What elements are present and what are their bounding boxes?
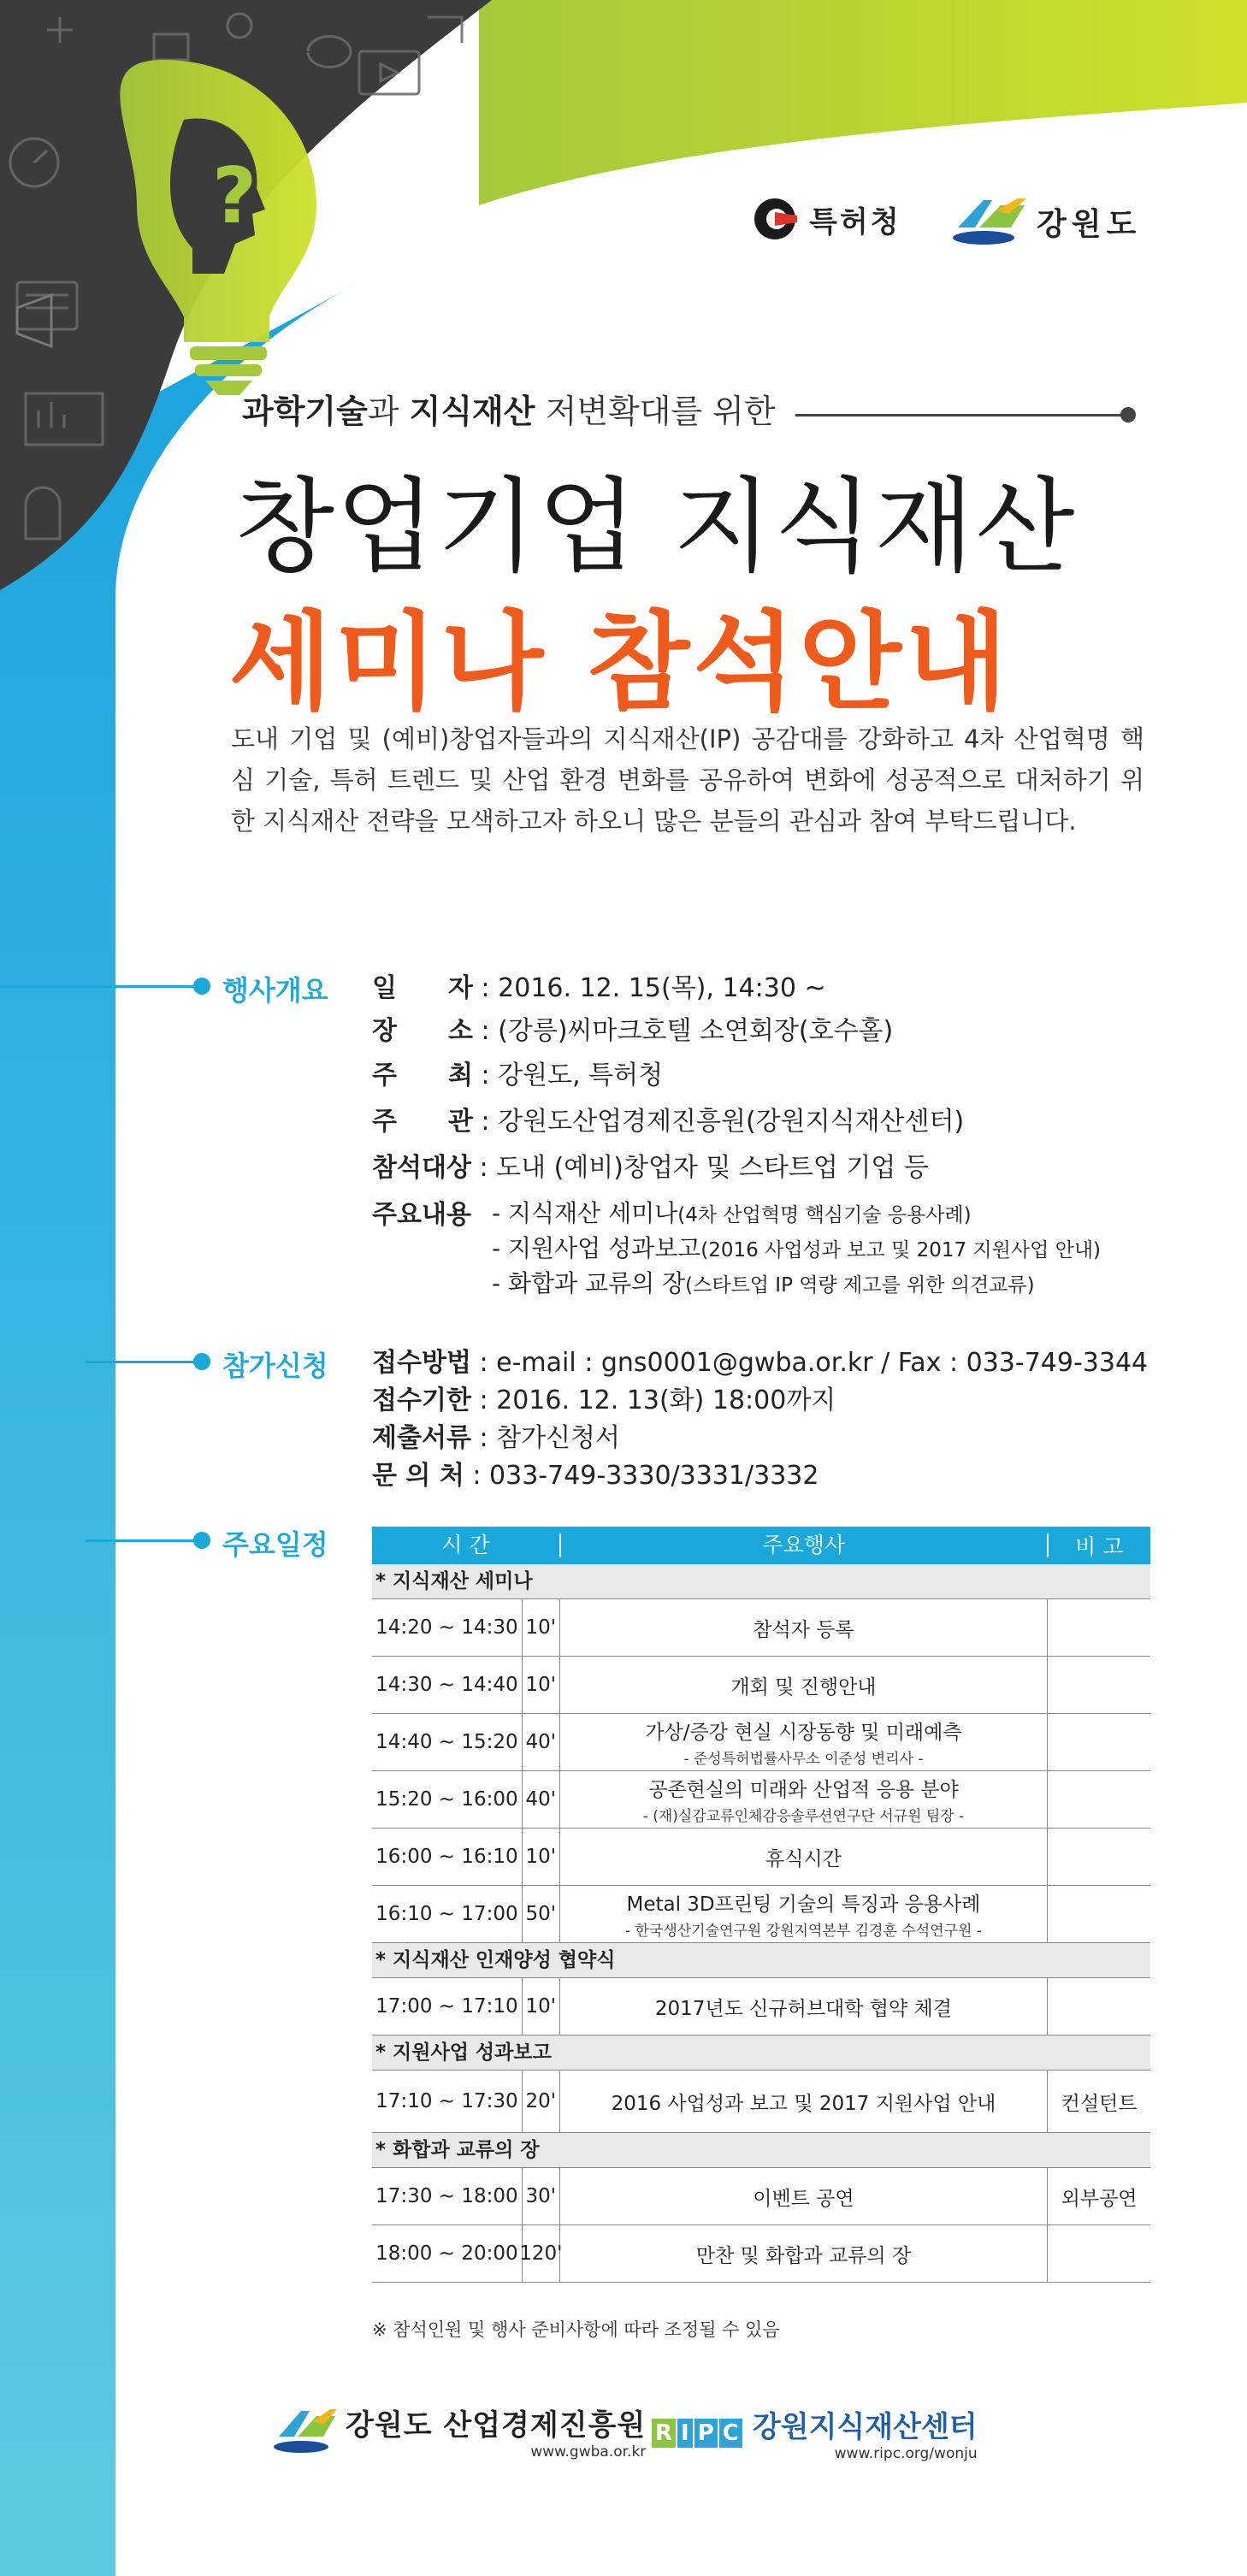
gwba-name: 강원도 산업경제진흥원: [346, 2408, 647, 2443]
ripc-url: www.ripc.org/wonju: [834, 2445, 978, 2462]
apply-contact: 문 의 처 : 033-749-3330/3331/3332: [372, 1454, 819, 1492]
event-title: 이벤트 공연: [753, 2187, 854, 2210]
row-duration: 40': [523, 1771, 560, 1828]
event-title: 참석자 등록: [753, 1618, 854, 1641]
table-row: [372, 1886, 1150, 1943]
row-event: [560, 1657, 1048, 1713]
header-note: 비 고: [1075, 1534, 1124, 1559]
row-note: [1048, 1714, 1150, 1770]
schedule-table: [372, 1527, 1150, 2283]
overview-host: 주 최 : 강원도, 특허청: [372, 1054, 663, 1091]
ripc-letter: C: [719, 2419, 742, 2448]
row-event: [560, 2225, 1048, 2282]
content-main: - 지원사업 성과보고: [492, 1234, 701, 1262]
subtitle-divider: [795, 414, 1129, 417]
row-note: 컨설턴트: [1061, 2092, 1138, 2115]
row-event: [560, 1599, 1048, 1656]
row-time: 14:30 ~ 14:40: [372, 1657, 523, 1713]
apply-documents: 제출서류 : 참가신청서: [372, 1416, 620, 1454]
info-key: 주 최: [372, 1061, 473, 1090]
row-event: [560, 2071, 1048, 2132]
info-key: 주 관: [372, 1107, 473, 1137]
row-note: [1048, 1599, 1150, 1656]
row-time: 16:00 ~ 16:10: [372, 1829, 523, 1885]
row-duration: 10': [523, 1978, 560, 2035]
row-time: 18:00 ~ 20:00: [372, 2225, 523, 2282]
row-note: 외부공연: [1061, 2187, 1138, 2210]
info-key: 제출서류: [372, 1423, 471, 1453]
content-item: [492, 1265, 1035, 1299]
content-item: [492, 1195, 972, 1229]
ripc-letter: R: [652, 2419, 676, 2448]
gwba-logo: [272, 2402, 646, 2461]
table-row: [372, 2225, 1150, 2283]
gangwon-emblem-icon: [949, 193, 1028, 250]
row-time: 14:20 ~ 14:30: [372, 1599, 523, 1656]
info-value: 강원도산업경제진흥원(강원지식재산센터): [498, 1107, 965, 1137]
row-time: 17:00 ~ 17:10: [372, 1978, 523, 2035]
row-note: [1048, 1886, 1150, 1942]
subtitle-bold-1: 과학기술: [242, 393, 368, 430]
table-header: [372, 1527, 1150, 1564]
group-title: * 지식재산 세미나: [372, 1564, 1150, 1599]
row-duration: 40': [523, 1714, 560, 1770]
event-title: Metal 3D프린팅 기술의 특징과 응용사례: [626, 1894, 981, 1916]
table-row: [372, 1714, 1150, 1771]
table-row: [372, 1599, 1150, 1657]
row-event: [560, 1978, 1048, 2035]
subtitle-divider-dot: [1120, 407, 1136, 422]
info-value: 2016. 12. 13(화) 18:00까지: [496, 1385, 836, 1415]
info-value: 강원도, 특허청: [498, 1061, 664, 1090]
subtitle-text-1: 과: [367, 393, 410, 430]
info-key: 일 자: [372, 973, 473, 1003]
info-key: 접수방법: [372, 1348, 471, 1378]
info-key: 접수기한: [372, 1385, 471, 1415]
row-duration: 120': [523, 2225, 560, 2282]
kipo-name: 특허청: [809, 204, 901, 239]
gangwon-logo: [949, 193, 1141, 250]
row-note: [1048, 1657, 1150, 1713]
apply-section-dot: [193, 1353, 210, 1370]
apply-deadline: 접수기한 : 2016. 12. 13(화) 18:00까지: [372, 1379, 836, 1416]
group-title: * 화합과 교류의 장: [372, 2133, 1150, 2168]
row-event: [560, 2168, 1048, 2224]
event-title: 개회 및 진행안내: [730, 1675, 877, 1699]
header-event: 주요행사: [561, 1533, 1049, 1557]
row-time: 17:30 ~ 18:00: [372, 2168, 523, 2224]
row-time: 15:20 ~ 16:00: [372, 1771, 523, 1828]
apply-section-line: [86, 1361, 195, 1363]
content-main: - 화합과 교류의 장: [492, 1269, 686, 1297]
event-title: 2017년도 신규허브대학 협약 체결: [654, 1997, 952, 2020]
event-speaker: - 준성특허법률사무소 이준성 변리사 -: [683, 1751, 924, 1768]
row-note: [1048, 1771, 1150, 1828]
info-value: 참가신청서: [496, 1423, 621, 1453]
row-note: [1048, 2225, 1150, 2282]
event-speaker: - (재)실감교류인체감응솔루션연구단 서규원 팀장 -: [642, 1808, 965, 1825]
page-title-highlight: 세미나 참석안내: [229, 601, 1011, 724]
gwba-emblem-icon: [272, 2406, 337, 2457]
apply-section-label: 참가신청: [222, 1350, 328, 1382]
group-title: * 지원사업 성과보고: [372, 2035, 1150, 2071]
event-speaker: - 한국생산기술연구원 강원지역본부 김경훈 수석연구원 -: [624, 1923, 982, 1940]
table-row: [372, 1978, 1150, 2035]
overview-section-label: 행사개요: [222, 974, 328, 1007]
info-value: e-mail : gns0001@gwba.or.kr / Fax : 033-749-3344: [496, 1348, 1149, 1378]
row-time: 17:10 ~ 17:30: [372, 2071, 523, 2132]
ripc-mark: [652, 2419, 742, 2448]
info-value: (강릉)씨마크호텔 소연회장(호수홀): [498, 1016, 894, 1046]
content-main: - 지식재산 세미나: [492, 1199, 678, 1227]
info-value: 2016. 12. 15(목), 14:30 ~: [498, 973, 826, 1003]
overview-section-dot: [193, 978, 210, 995]
schedule-section-label: 주요일정: [222, 1528, 328, 1561]
table-row: [372, 1771, 1150, 1829]
event-title: 휴식시간: [765, 1847, 842, 1870]
info-value: 도내 (예비)창업자 및 스타트업 기업 등: [496, 1153, 929, 1183]
subtitle-bold-2: 지식재산: [409, 393, 535, 430]
overview-venue: 장 소 : (강릉)씨마크호텔 소연회장(호수홀): [372, 1009, 893, 1047]
content-detail: (2016 사업성과 보고 및 2017 지원사업 안내): [700, 1239, 1102, 1261]
schedule-section-line: [86, 1539, 195, 1542]
content-detail: (스타트업 IP 역량 제고를 위한 의견교류): [685, 1274, 1035, 1297]
row-duration: 10': [523, 1599, 560, 1656]
info-key: 참석대상: [372, 1153, 471, 1183]
apply-method: 접수방법 : e-mail : gns0001@gwba.or.kr / Fax : 033-749-3344: [372, 1341, 1148, 1379]
overview-audience: 참석대상 : 도내 (예비)창업자 및 스타트업 기업 등: [372, 1146, 929, 1184]
gangwon-name: 강원도: [1037, 206, 1142, 242]
event-title: 가상/증강 현실 시장동향 및 미래예측: [645, 1722, 962, 1744]
row-time: 14:40 ~ 15:20: [372, 1714, 523, 1770]
ripc-letter: P: [694, 2419, 718, 2448]
row-duration: 30': [523, 2168, 560, 2224]
row-event: [560, 1771, 1048, 1828]
table-row: [372, 2168, 1150, 2225]
overview-organizer: 주 관 : 강원도산업경제진흥원(강원지식재산센터): [372, 1100, 964, 1137]
svg-text:?: ?: [212, 151, 257, 241]
ripc-logo: [652, 2403, 978, 2462]
row-event: [560, 1714, 1048, 1770]
intro-paragraph: 도내 기업 및 (예비)창업자들과의 지식재산(IP) 공감대를 강화하고 4차 산업혁명 핵심 기술, 특허 트렌드 및 산업 환경 변화를 공유하여 변화에 성공적으로 대처하기 위한 지식재산 전략을 모색하고자 하오니 많은 분들의 관심과 참여 부탁드립니다.: [231, 724, 1144, 836]
row-duration: 20': [523, 2071, 560, 2132]
overview-section-line: [0, 985, 195, 988]
kipo-emblem-icon: [751, 195, 799, 243]
schedule-footnote: ※ 참석인원 및 행사 준비사항에 따라 조정될 수 있음: [372, 2319, 780, 2340]
subtitle: [242, 385, 776, 432]
overview-contents-key: [372, 1193, 471, 1231]
row-duration: 50': [523, 1886, 560, 1942]
row-duration: 10': [523, 1829, 560, 1885]
overview-date: 일 자 : 2016. 12. 15(목), 14:30 ~: [372, 966, 826, 1004]
info-key: 장 소: [372, 1016, 473, 1046]
content-item: [492, 1230, 1101, 1264]
event-title: 만찬 및 화합과 교류의 장: [695, 2244, 912, 2267]
info-key: 주요내용: [372, 1200, 471, 1230]
row-note: [1048, 1978, 1150, 2035]
info-key: 문 의 처: [372, 1461, 464, 1491]
event-title: 2016 사업성과 보고 및 2017 지원사업 안내: [611, 2092, 996, 2115]
row-duration: 10': [523, 1657, 560, 1713]
ripc-name: 강원지식재산센터: [752, 2410, 978, 2444]
gwba-url: www.gwba.or.kr: [530, 2443, 647, 2461]
group-title: * 지식재산 인재양성 협약식: [372, 1943, 1150, 1978]
table-row: [372, 1829, 1150, 1886]
row-note: [1048, 1829, 1150, 1885]
kipo-logo: [751, 195, 901, 243]
ripc-letter: I: [677, 2419, 693, 2448]
table-row: [372, 1657, 1150, 1714]
subtitle-text-2: 저변확대를 위한: [535, 393, 776, 430]
row-event: [560, 1886, 1048, 1942]
header-time: 시 간: [372, 1533, 561, 1557]
row-event: [560, 1829, 1048, 1885]
info-value: 033-749-3330/3331/3332: [489, 1461, 819, 1491]
row-time: 16:10 ~ 17:00: [372, 1886, 523, 1942]
table-row: [372, 2071, 1150, 2133]
schedule-section-dot: [193, 1532, 210, 1549]
page-title: 창업기업 지식재산: [235, 468, 1077, 587]
event-title: 공존현실의 미래와 산업적 응용 분야: [648, 1779, 959, 1801]
content-detail: (4차 산업혁명 핵심기술 응용사례): [677, 1204, 972, 1226]
